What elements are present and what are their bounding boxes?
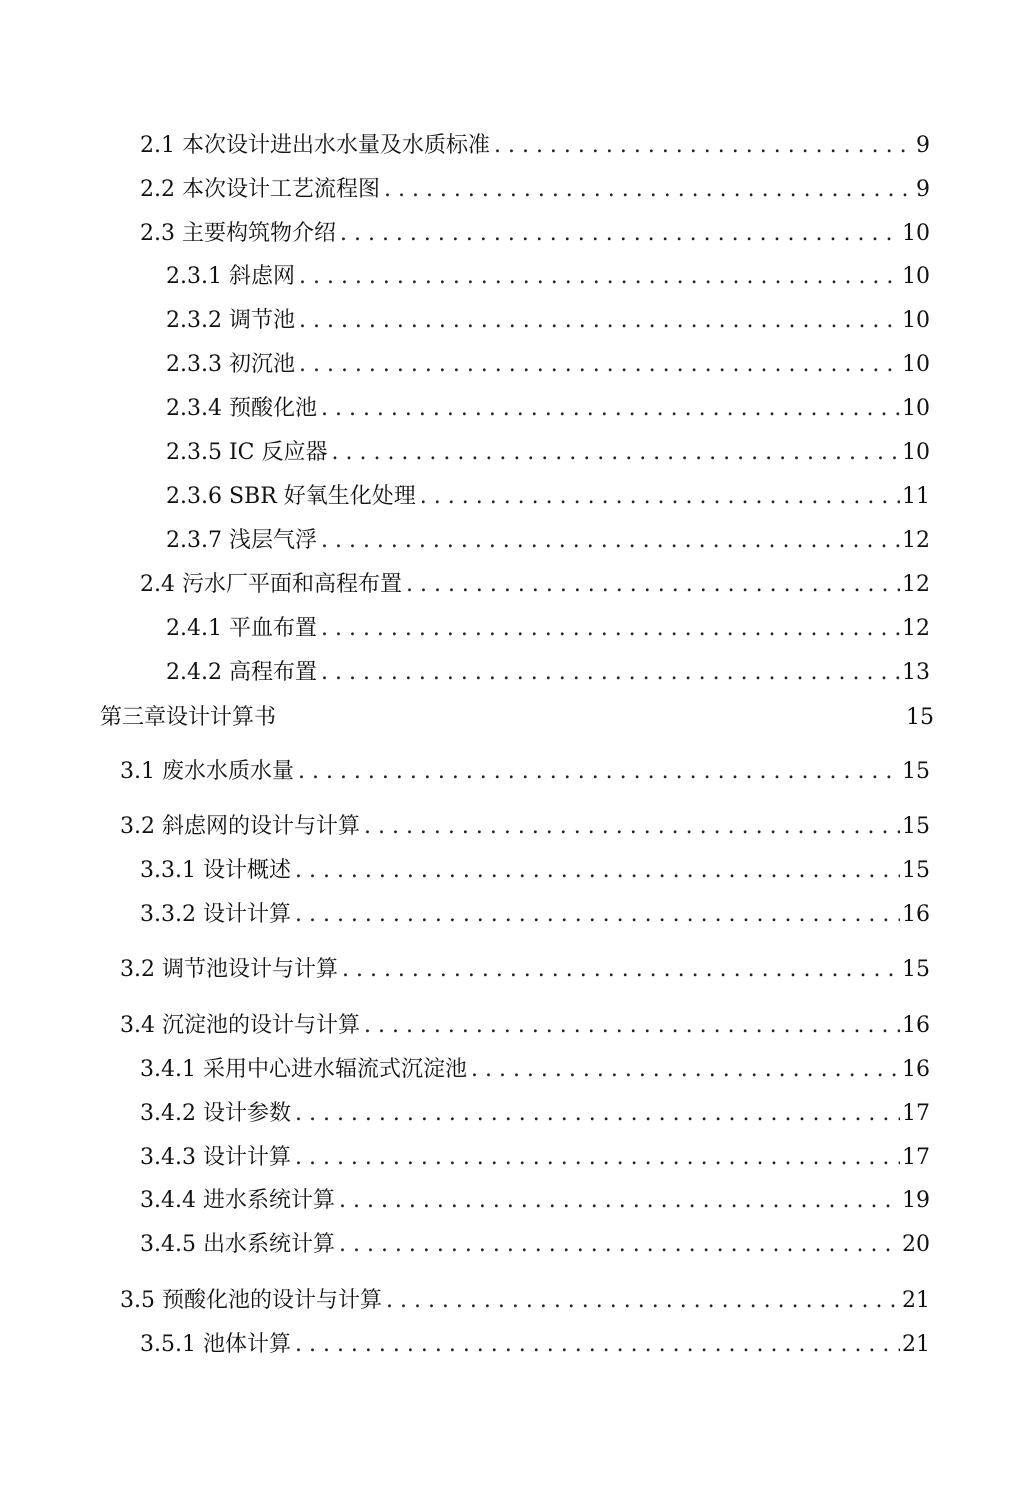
toc-entry-2-1[interactable] xyxy=(140,128,930,164)
dot-leader xyxy=(467,1052,900,1088)
toc-entry-page: 10 xyxy=(902,264,930,289)
dot-leader xyxy=(295,259,900,295)
toc-entry-label: 2.3.7 浅层气浮 xyxy=(166,528,317,553)
toc-entry-label: 3.4.2 设计参数 xyxy=(140,1101,291,1126)
toc-entry-page: 10 xyxy=(902,396,930,421)
dot-leader xyxy=(338,952,900,988)
toc-entry-label: 2.4 污水厂平面和高程布置 xyxy=(140,572,402,597)
toc-entry-3-3-1[interactable] xyxy=(140,853,930,889)
toc-entry-page: 13 xyxy=(902,660,930,685)
toc-chapter-3[interactable] xyxy=(100,700,934,736)
dot-leader xyxy=(295,303,900,339)
toc-entry-page: 10 xyxy=(902,440,930,465)
dot-leader xyxy=(317,523,900,559)
toc-entry-page: 9 xyxy=(916,133,930,158)
dot-leader xyxy=(336,216,900,252)
toc-entry-label: 2.3.6 SBR 好氧生化处理 xyxy=(166,484,416,509)
dot-leader xyxy=(291,853,900,889)
dot-leader xyxy=(382,1283,900,1319)
toc-entry-page: 10 xyxy=(902,308,930,333)
dot-leader xyxy=(291,897,900,933)
dot-leader xyxy=(291,1096,900,1132)
dot-leader xyxy=(360,1008,900,1044)
toc-entry-2-3-1[interactable] xyxy=(166,259,930,295)
toc-entry-2-3-4[interactable] xyxy=(166,391,930,427)
toc-entry-page: 21 xyxy=(902,1332,930,1357)
dot-leader xyxy=(380,172,914,208)
toc-entry-label: 2.3 主要构筑物介绍 xyxy=(140,221,336,246)
toc-entry-2-3[interactable] xyxy=(140,216,930,252)
toc-entry-page: 21 xyxy=(902,1288,930,1313)
toc-entry-label: 2.1 本次设计进出水水量及水质标准 xyxy=(140,133,490,158)
toc-entry-page: 15 xyxy=(906,705,934,730)
toc-entry-page: 15 xyxy=(902,759,930,784)
toc-entry-page: 15 xyxy=(902,814,930,839)
toc-entry-3-4-2[interactable] xyxy=(140,1096,930,1132)
toc-entry-label: 2.3.2 调节池 xyxy=(166,308,295,333)
toc-entry-3-3-2[interactable] xyxy=(140,897,930,933)
toc-entry-label: 3.3.2 设计计算 xyxy=(140,902,291,927)
toc-entry-page: 19 xyxy=(902,1188,930,1213)
toc-entry-3-5[interactable] xyxy=(120,1283,930,1319)
toc-entry-page: 20 xyxy=(902,1232,930,1257)
toc-entry-label: 3.4.1 采用中心进水辐流式沉淀池 xyxy=(140,1057,467,1082)
toc-entry-3-2-a[interactable] xyxy=(120,809,930,845)
toc-entry-3-5-1[interactable] xyxy=(140,1327,930,1363)
toc-entry-label: 3.5 预酸化池的设计与计算 xyxy=(120,1288,382,1313)
dot-leader xyxy=(490,128,914,164)
toc-entry-label: 3.5.1 池体计算 xyxy=(140,1332,291,1357)
toc-entry-2-4[interactable] xyxy=(140,567,930,603)
toc-entry-page: 16 xyxy=(902,1013,930,1038)
dot-leader xyxy=(291,1140,900,1176)
dot-leader xyxy=(317,611,900,647)
dot-leader xyxy=(317,391,900,427)
toc-entry-page: 10 xyxy=(902,352,930,377)
toc-entry-label: 2.4.2 高程布置 xyxy=(166,660,317,685)
toc-entry-label: 3.3.1 设计概述 xyxy=(140,858,291,883)
toc-entry-label: 3.2 斜虑网的设计与计算 xyxy=(120,814,360,839)
toc-entry-3-2-b[interactable] xyxy=(120,952,930,988)
toc-entry-2-3-3[interactable] xyxy=(166,347,930,383)
toc-entry-page: 12 xyxy=(902,528,930,553)
toc-chapter-label: 第三章设计计算书 xyxy=(100,705,277,730)
dot-leader xyxy=(328,435,901,471)
toc-entry-page: 10 xyxy=(902,221,930,246)
toc-entry-label: 3.4.5 出水系统计算 xyxy=(140,1232,335,1257)
toc-entry-3-4[interactable] xyxy=(120,1008,930,1044)
toc-entry-3-4-1[interactable] xyxy=(140,1052,930,1088)
dot-leader xyxy=(402,567,900,603)
toc-entry-3-4-3[interactable] xyxy=(140,1140,930,1176)
toc-entry-page: 17 xyxy=(902,1101,930,1126)
toc-entry-2-3-6[interactable] xyxy=(166,479,930,515)
toc-entry-3-4-5[interactable] xyxy=(140,1227,930,1263)
toc-entry-label: 2.2 本次设计工艺流程图 xyxy=(140,177,380,202)
toc-entry-page: 15 xyxy=(902,957,930,982)
toc-entry-3-1[interactable] xyxy=(120,754,930,790)
toc-entry-page: 17 xyxy=(902,1145,930,1170)
dot-leader xyxy=(360,809,900,845)
toc-entry-label: 3.4.4 进水系统计算 xyxy=(140,1188,335,1213)
toc-entry-label: 2.3.5 IC 反应器 xyxy=(166,440,328,465)
dot-leader xyxy=(317,655,900,691)
toc-entry-label: 3.4.3 设计计算 xyxy=(140,1145,291,1170)
toc-entry-label: 3.1 废水水质水量 xyxy=(120,759,294,784)
dot-leader xyxy=(335,1227,900,1263)
toc-entry-3-4-4[interactable] xyxy=(140,1183,930,1219)
toc-entry-label: 3.4 沉淀池的设计与计算 xyxy=(120,1013,360,1038)
toc-entry-2-3-7[interactable] xyxy=(166,523,930,559)
toc-entry-2-3-5[interactable] xyxy=(166,435,930,471)
dot-leader xyxy=(294,754,900,790)
toc-entry-page: 9 xyxy=(916,177,930,202)
toc-entry-label: 2.3.1 斜虑网 xyxy=(166,264,295,289)
toc-entry-2-4-2[interactable] xyxy=(166,655,930,691)
toc-entry-2-4-1[interactable] xyxy=(166,611,930,647)
toc-entry-label: 2.3.3 初沉池 xyxy=(166,352,295,377)
toc-entry-page: 16 xyxy=(902,902,930,927)
toc-entry-page: 12 xyxy=(902,572,930,597)
toc-entry-label: 3.2 调节池设计与计算 xyxy=(120,957,338,982)
toc-entry-label: 2.3.4 预酸化池 xyxy=(166,396,317,421)
dot-leader xyxy=(416,479,900,515)
toc-entry-page: 16 xyxy=(902,1057,930,1082)
toc-entry-2-2[interactable] xyxy=(140,172,930,208)
toc-entry-page: 11 xyxy=(902,484,930,509)
toc-entry-page: 15 xyxy=(902,858,930,883)
toc-entry-label: 2.4.1 平血布置 xyxy=(166,616,317,641)
toc-entry-page: 12 xyxy=(902,616,930,641)
toc-entry-2-3-2[interactable] xyxy=(166,303,930,339)
dot-leader xyxy=(335,1183,900,1219)
dot-leader xyxy=(295,347,900,383)
dot-leader xyxy=(291,1327,900,1363)
